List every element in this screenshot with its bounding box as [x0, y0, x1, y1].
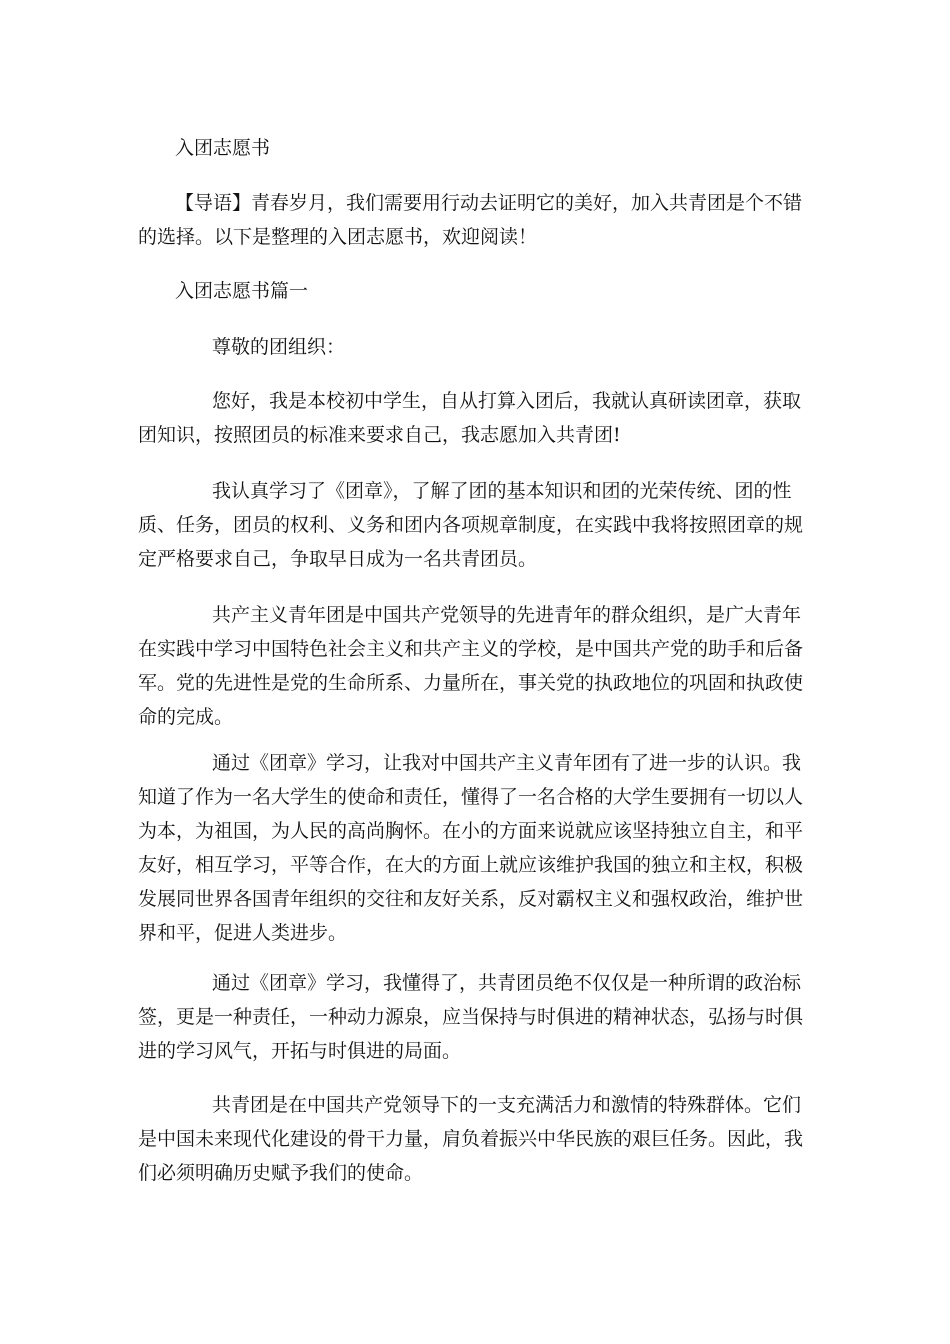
salutation-text: 尊敬的团组织：: [212, 336, 346, 358]
paragraph-4: 通过《团章》学习，让我对中国共产主义青年团有了进一步的认识。我知道了作为一名大学生的使命和责任，懂得了一名合格的大学生要拥有一切以人为本，为祖国，为人民的高尚胸怀。在小的方面来说就应该坚持独立自主，和平友好，相互学习，平等合作，在大的方面上就应该维护我国的独立和主权，积极发展同世界各国青年组织的交往和友好关系，反对霸权主义和强权政治，维护世界和平，促进人类进步。: [138, 752, 804, 944]
paragraph-6: 共青团是在中国共产党领导下的一支充满活力和激情的特殊群体。它们是中国未来现代化建设的骨干力量，肩负着振兴中华民族的艰巨任务。因此，我们必须明确历史赋予我们的使命。: [138, 1094, 804, 1184]
salutation: [138, 330, 808, 364]
doc-intro: 【导语】青春岁月，我们需要用行动去证明它的美好，加入共青团是个不错的选择。以下是整理的入团志愿书，欢迎阅读！: [138, 192, 803, 248]
section-title: [138, 274, 808, 308]
paragraph-3: 共产主义青年团是中国共产党领导的先进青年的群众组织，是广大青年在实践中学习中国特色社会主义和共产主义的学校，是中国共产党的助手和后备军。党的先进性是党的生命所系、力量所在，事关党的执政地位的巩固和执政使命的完成。: [138, 604, 804, 728]
paragraph-5: 通过《团章》学习，我懂得了，共青团员绝不仅仅是一种所谓的政治标签，更是一种责任，一种动力源泉，应当保持与时俱进的精神状态，弘扬与时俱进的学习风气，开拓与时俱进的局面。: [138, 972, 804, 1062]
doc-title-text: 入团志愿书: [175, 137, 271, 159]
paragraph-1: 您好，我是本校初中学生，自从打算入团后，我就认真研读团章，获取团知识，按照团员的标准来要求自己，我志愿加入共青团!: [138, 390, 802, 446]
section-title-text: 入团志愿书篇一: [175, 280, 309, 302]
doc-title: [138, 131, 808, 165]
paragraph-2: 我认真学习了《团章》，了解了团的基本知识和团的光荣传统、团的性质、任务，团员的权利、义务和团内各项规章制度，在实践中我将按照团章的规定严格要求自己，争取早日成为一名共青团员。: [138, 480, 804, 570]
